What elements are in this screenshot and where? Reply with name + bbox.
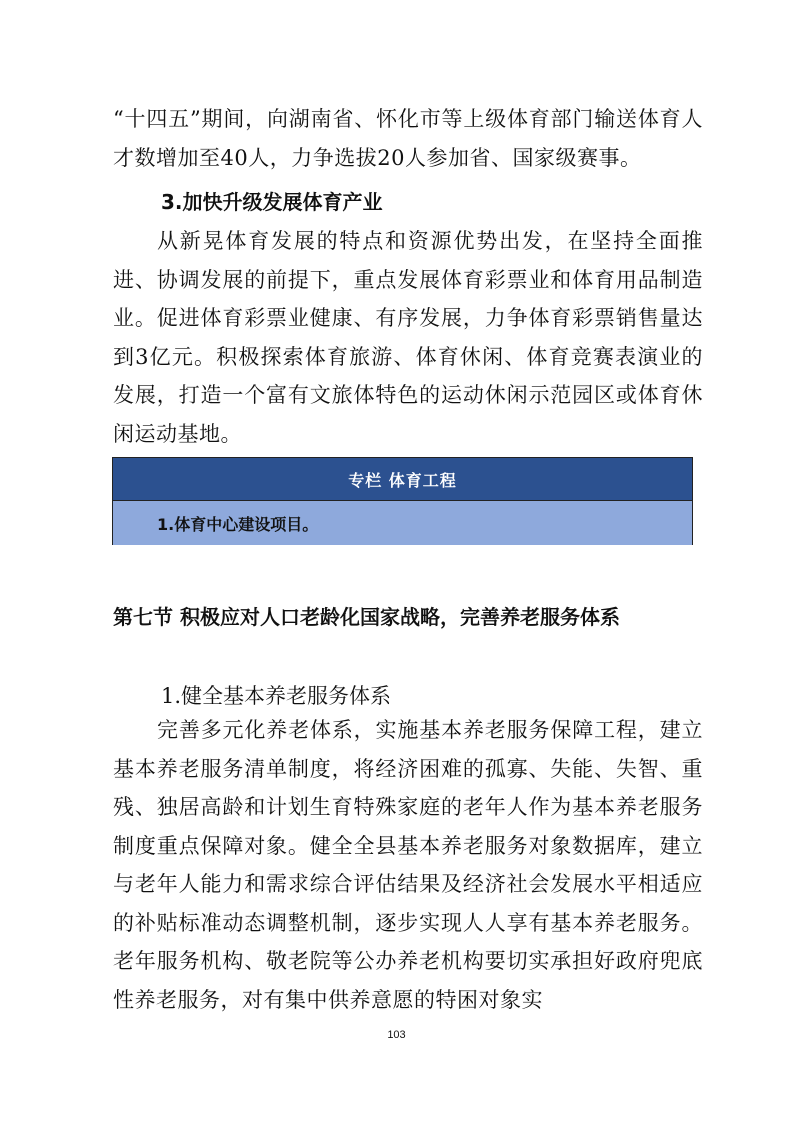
paragraph-sports-industry: 从新晃体育发展的特点和资源优势出发，在坚持全面推进、协调发展的前提下，重点发展体育彩票业和体育用品制造业。促进体育彩票业健康、有序发展，力争体育彩票销售量达到3亿元。积极探索体育旅游、体育休闲、体育竞赛表演业的发展，打造一个富有文旅体特色的运动休闲示范园区或体育休闲运动基地。 [113,229,703,446]
section-title: 第七节 积极应对人口老龄化国家战略，完善养老服务体系 [113,605,620,629]
paragraph-elderly-service: 完善多元化养老体系，实施基本养老服务保障工程，建立基本养老服务清单制度，将经济困难的孤寡、失能、失智、重残、独居高龄和计划生育特殊家庭的老年人作为基本养老服务制度重点保障对象。健全全县基本养老服务对象数据库，建立与老年人能力和需求综合评估结果及经济社会发展水平相适应的补贴标准动态调整机制，逐步实现人人享有基本养老服务。老年服务机构、敬老院等公办养老机构要切实承担好政府兜底性养老服务，对有集中供养意愿的特困对象实 [113,718,703,1012]
heading-sports-industry: 3.加快升级发展体育产业 [161,190,383,214]
box-title: 专栏 体育工程 [113,458,692,501]
sports-project-box [112,457,693,545]
heading-basic-elderly-service: 1.健全基本养老服务体系 [161,684,392,708]
paragraph-talent-transfer: “十四五”期间，向湖南省、怀化市等上级体育部门输送体育人才数增加至40人，力争选拔20人参加省、国家级赛事。 [113,107,703,170]
page-number: 103 [387,1029,406,1041]
box-item: 1.体育中心建设项目。 [113,501,692,545]
